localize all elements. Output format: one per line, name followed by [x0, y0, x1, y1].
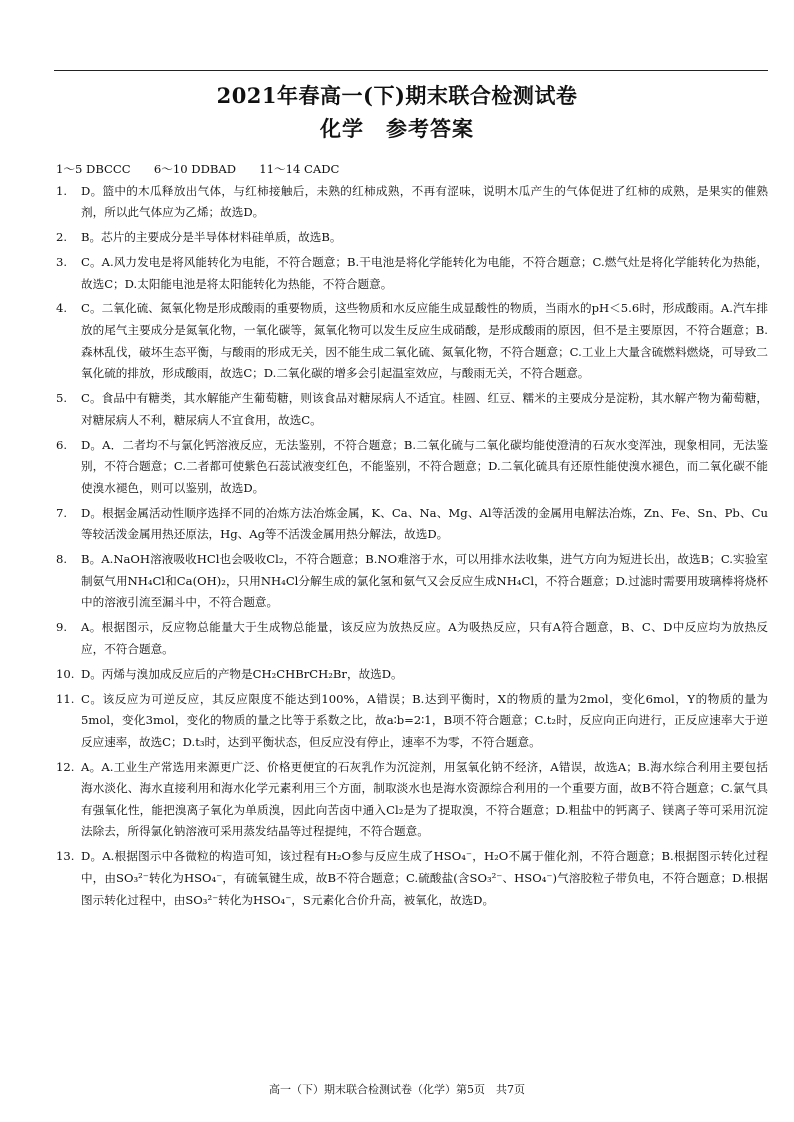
item-number: 1. [56, 183, 68, 198]
explanation-item [56, 503, 768, 546]
explanation-item [56, 435, 768, 500]
explanation-item [56, 252, 768, 295]
explanation-item [56, 846, 768, 911]
page-footer: 高一（下）期末联合检测试卷（化学）第5页 共7页 [269, 1083, 525, 1096]
top-rule [54, 70, 768, 71]
item-text: C。A.风力发电是将风能转化为电能，不符合题意；B.干电池是将化学能转化为电能，不符合题意；C.燃气灶是将化学能转化为热能，故选C；D.太阳能电池是将太阳能转化为热能，不符合题意。 [81, 254, 768, 291]
explanation-item [56, 227, 768, 249]
item-number: 11. [56, 691, 75, 706]
explanation-item [56, 689, 768, 754]
explanation-item [56, 298, 768, 384]
item-number: 10. [56, 666, 75, 681]
page-subtitle: 化学 参考答案 [320, 116, 474, 141]
item-text: A。A.工业生产常选用来源更广泛、价格更便宜的石灰乳作为沉淀剂，用氢氧化钠不经济，A错误，故选A；B.海水综合利用主要包括海水淡化、海水直接利用和海水化学元素利用三个方面，制取淡水也是海水资源综合利用的一个重要方面，故B不符合题意；C.氯气具有强氧化性，能把溴离子氧化为单质溴，因此向苦卤中通入Cl₂是为了提取溴，不符合题意；D.粗盐中的钙离子、镁离子等可采用沉淀法除去，所得氯化钠溶液可采用蒸发结晶等过程提纯，不符合题意。 [81, 759, 768, 839]
item-text: C。食品中有糖类，其水解能产生葡萄糖，则该食品对糖尿病人不适宜。桂圆、红豆、糯米的主要成分是淀粉，其水解产物为葡萄糖，对糖尿病人不利，糖尿病人不宜食用，故选C。 [81, 391, 768, 427]
item-text: C。该反应为可逆反应，其反应限度不能达到100%，A错误；B.达到平衡时，X的物质的量为2mol，变化6mol，Y的物质的量为5mol，变化3mol，变化的物质的量之比等于系数之比，故a∶b=2∶1，B项不符合题意；C.t₂时，反应向正向进行，正反应速率大于逆反应速率，故选C；D.t₃时，达到平衡状态，但反应没有停止，速率不为零，不符合题意。 [81, 691, 768, 749]
item-text: B。芯片的主要成分是半导体材料硅单质，故选B。 [81, 230, 342, 245]
item-text: D。A．二者均不与氯化钙溶液反应，无法鉴别，不符合题意；B.二氧化硫与二氧化碳均能使澄清的石灰水变浑浊，现象相同，无法鉴别，不符合题意；C.二者都可使紫色石蕊试液变红色，不能鉴别，不符合题意；D.二氧化硫具有还原性能使溴水褪色，而二氧化碳不能使溴水褪色，则可以鉴别，故选D。 [81, 437, 768, 495]
item-number: 8. [56, 552, 68, 567]
explanation-item [56, 388, 768, 431]
item-number: 6. [56, 437, 68, 452]
item-text: A。根据图示，反应物总能量大于生成物总能量，该反应为放热反应。A为吸热反应，只有A符合题意，B、C、D中反应均为放热反应，不符合题意。 [81, 620, 768, 656]
explanation-item [56, 181, 768, 224]
item-text: D。篮中的木瓜释放出气体，与红柿接触后，未熟的红柿成熟，不再有涩味，说明木瓜产生的气体促进了红柿的成熟，是果实的催熟剂，所以此气体应为乙烯；故选D。 [81, 183, 768, 220]
explanation-item [56, 664, 768, 686]
item-number: 4. [56, 301, 68, 316]
explanation-item [56, 549, 768, 614]
item-text: C。二氧化硫、氮氧化物是形成酸雨的重要物质，这些物质和水反应能生成显酸性的物质，当雨水的pH＜5.6时，形成酸雨。A.汽车排放的尾气主要成分是氮氧化物，一氧化碳等，氮氧化物可以发生反应生成硝酸，是形成酸雨的原因，但不是主要原因，不符合题意；B.森林乱伐，破坏生态平衡，与酸雨的形成无关，因不能生成二氧化硫、氮氧化物，不符合题意；C.工业上大量含硫燃料燃烧，可导致二氧化硫的排放，形成酸雨，故选C；D.二氧化碳的增多会引起温室效应，与酸雨无关，不符合题意。 [81, 301, 768, 381]
item-text: D。根据金属活动性顺序选择不同的冶炼方法冶炼金属，K、Ca、Na、Mg、Al等活泼的金属用电解法冶炼，Zn、Fe、Sn、Pb、Cu等较活泼金属用热还原法，Hg、Ag等不活泼金属用热分解法，故选D。 [81, 505, 768, 542]
item-text: B。A.NaOH溶液吸收HCl也会吸收Cl₂，不符合题意；B.NO难溶于水，可以用排水法收集，进气方向为短进长出，故选B；C.实验室制氨气用NH₄Cl和Ca(OH)₂，只用NH₄Cl分解生成的氯化氢和氨气又会反应生成NH₄Cl，不符合题意；D.过滤时需要用玻璃棒将烧杯中的溶液引流至漏斗中，不符合题意。 [81, 552, 768, 610]
explanation-item [56, 617, 768, 660]
item-number: 7. [56, 505, 68, 520]
item-text: D。丙烯与溴加成反应后的产物是CH₂CHBrCH₂Br，故选D。 [81, 666, 403, 681]
answer-content [56, 159, 768, 914]
page-title: 2021年春高一(下)期末联合检测试卷 [216, 83, 578, 108]
answer-key-line: 1～5 DBCCC 6～10 DDBAD 11～14 CADC [56, 162, 340, 176]
item-number: 13. [56, 849, 75, 864]
item-number: 5. [56, 391, 68, 406]
explanation-list [56, 181, 768, 912]
item-number: 2. [56, 230, 68, 245]
item-text: D。A.根据图示中各微粒的构造可知，该过程有H₂O参与反应生成了HSO₄⁻，H₂O不属于催化剂，不符合题意；B.根据图示转化过程中，由SO₃²⁻转化为HSO₄⁻，有硫氧键生成，故B不符合题意；C.硫酸盐(含SO₃²⁻、HSO₄⁻)气溶胶粒子带负电，不符合题意；D.根据图示转化过程中，由SO₃²⁻转化为HSO₄⁻，S元素化合价升高，被氧化，故选D。 [81, 849, 768, 907]
item-number: 3. [56, 254, 68, 269]
item-number: 12. [56, 759, 75, 774]
explanation-item [56, 757, 768, 843]
item-number: 9. [56, 620, 68, 635]
